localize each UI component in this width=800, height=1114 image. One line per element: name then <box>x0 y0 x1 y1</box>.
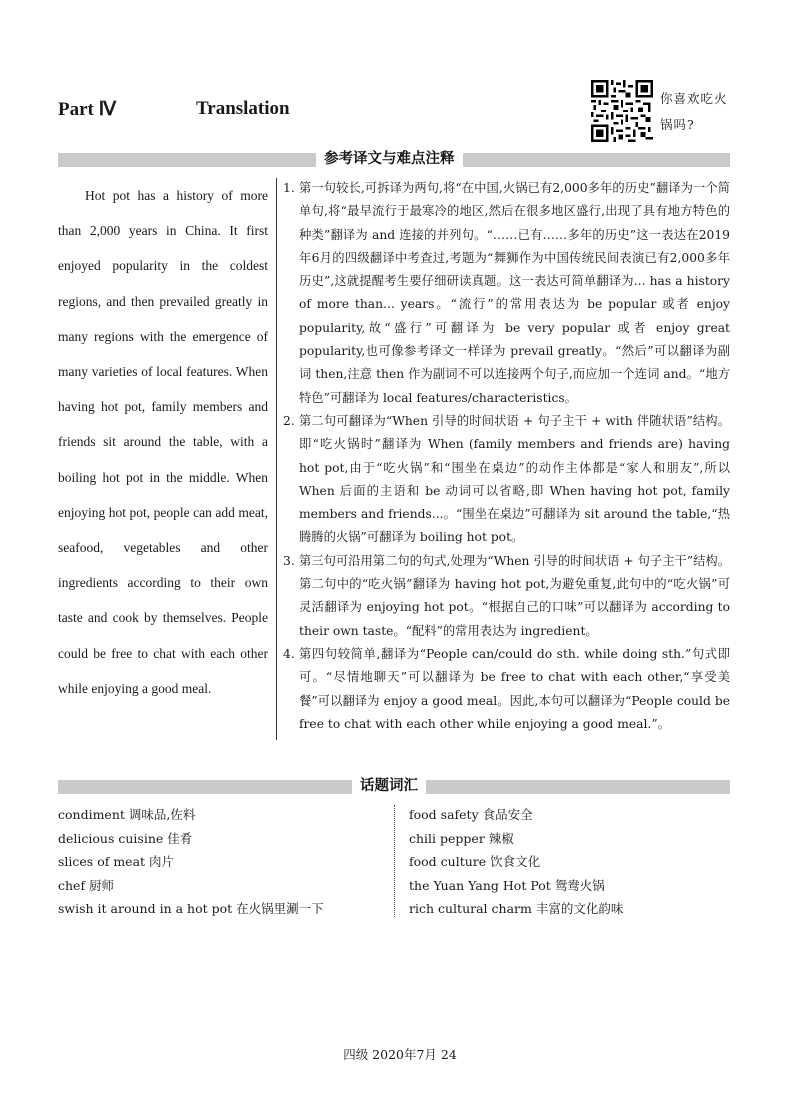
vocab-item: rich cultural charm 丰富的文化韵味 <box>409 901 624 917</box>
note-number: 2. <box>283 413 295 428</box>
vocab-item: condiment 调味品,佐料 <box>58 807 196 822</box>
vocab-item: food culture 饮食文化 <box>409 854 541 870</box>
reference-translation <box>58 178 268 706</box>
vocab-divider <box>394 805 395 917</box>
column-divider <box>276 178 277 740</box>
reference-section-title: 参考译文与难点注释 <box>316 148 463 170</box>
vocab-item: the Yuan Yang Hot Pot 鸳鸯火锅 <box>409 877 605 893</box>
note-text: 第一句较长,可拆译为两句,将“在中国,火锅已有2,000多年的历史”翻译为一个简单句,将“最早流行于最寒冷的地区,然后在很多地区盛行,出现了具有地方特色的种类”翻译为 and 连接的并列句。“……已有……多年的历史”这一表达在2019年6月的四级翻译中考查过,考题为“舞狮作为中国传统民间表演已有2,000多年历史”,这就提醒考生要仔细研读真题。这一表达可简单翻译为... has a history of more than... years。“流行”的常用表达为 be popular 或者 enjoy popularity,故“盛行”可翻译为 be very popular 或者 enjoy great popularity,也可像参考译文一样译为 prevail greatly。“然后”可以翻译为副词 then,注意 then 作为副词不可以连接两个句子,而应加一个连词 and。“地方特色”可翻译为 local features/characteristics。 <box>299 181 730 405</box>
reference-section-bar <box>58 153 730 167</box>
note-number: 1. <box>283 181 295 195</box>
note-text: 第四句较简单,翻译为“People can/could do sth. while doing sth.”句式即可。“尽情地聊天”可以翻译为 be free to chat with each other,“享受美餐”可以翻译为 enjoy a good meal。因此,本句可以翻译为“People could be free to chat with each other while enjoying a good meal.”。 <box>299 646 730 731</box>
note-item <box>283 177 730 410</box>
translation-paragraph: Hot pot has a history of more than 2,000 years in China. It first enjoyed popularity in the coldest regions, and then prevailed greatly in many regions with the emergence of many varieties of local features. When having hot pot, family members and friends sit around the table, with a boiling hot pot in the middle. When enjoying hot pot, people can add meat, seafood, vegetables and other ingredients according to their own taste and cook by themselves. People could be free to chat with each other while enjoying a good meal. <box>58 188 268 696</box>
vocab-list-right <box>409 803 739 921</box>
note-text: 第三句可沿用第二句的句式,处理为“When 引导的时间状语 + 句子主干”结构。第二句中的“吃火锅”翻译为 having hot pot,为避免重复,此句中的“吃火锅”可灵活翻译为 enjoying hot pot。“根据自己的口味”可以翻译为 according to their own taste。“配料”的常用表达为 ingredient。 <box>299 553 730 638</box>
vocab-item: chef 厨师 <box>58 877 115 893</box>
vocab-item: swish it around in a hot pot 在火锅里涮一下 <box>58 901 324 917</box>
vocab-section-title: 话题词汇 <box>352 775 426 797</box>
vocab-item: slices of meat 肉片 <box>58 854 175 870</box>
vocab-list-left <box>58 803 388 921</box>
section-title: Translation <box>196 98 290 119</box>
vocab-section-bar <box>58 780 730 794</box>
qr-caption: 你喜欢吃火锅吗? <box>660 91 728 132</box>
vocab-item: delicious cuisine 佳肴 <box>58 830 193 846</box>
note-item <box>283 643 730 736</box>
notes-list <box>283 177 730 736</box>
note-number: 4. <box>283 646 295 661</box>
part-label: Part Ⅳ <box>58 99 117 120</box>
page-footer: 四级 2020年7月 24 <box>343 1047 457 1062</box>
note-item <box>283 410 730 550</box>
note-text: 第二句可翻译为“When 引导的时间状语 + 句子主干 + with 伴随状语”结构。即“吃火锅时”翻译为 When (family members and friends are) having hot pot,由于“吃火锅”和“围坐在桌边”的动作主体都是“家人和朋友”,所以 When 后面的主语和 be 动词可以省略,即 When having hot pot, family members and friends...。“围坐在桌边”可翻译为 sit around the table,“热腾腾的火锅”可翻译为 boiling hot pot。 <box>299 413 730 545</box>
vocab-item: chili pepper 辣椒 <box>409 830 514 846</box>
note-number: 3. <box>283 553 295 568</box>
qr-code-icon[interactable] <box>591 80 653 142</box>
vocab-item: food safety 食品安全 <box>409 807 533 822</box>
note-item <box>283 550 730 643</box>
